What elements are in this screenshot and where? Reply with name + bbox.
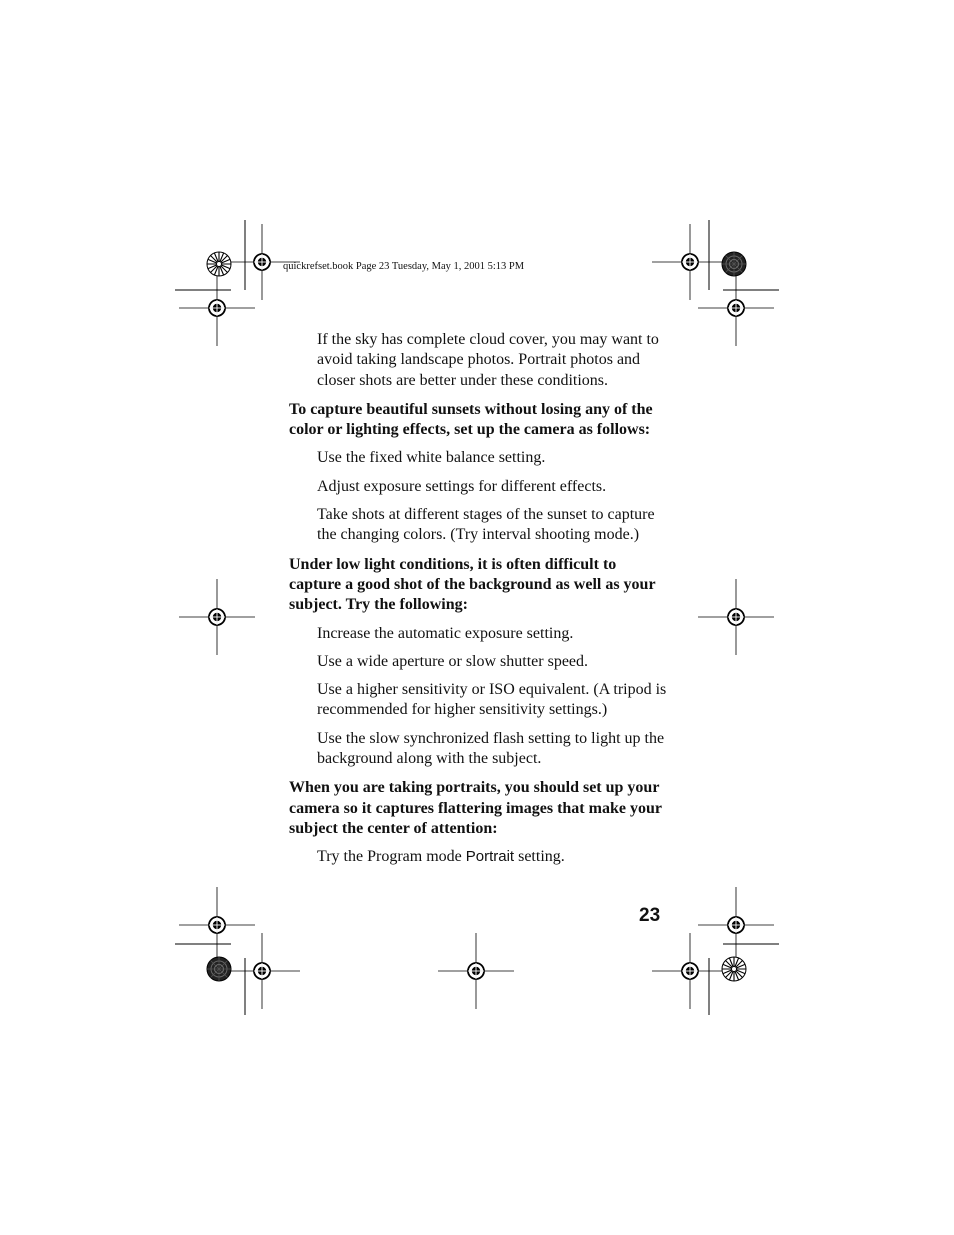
tip-item: Adjust exposure settings for different effects. [317, 477, 607, 495]
tip-item: Use the slow synchronized flash setting to light up the background along with the subject. [317, 729, 665, 768]
tip-item: Use a higher sensitivity or ISO equivalent. (A tripod is recommended for higher sensitivity settings.) [317, 681, 667, 719]
tip-text-before: Try the Program mode [317, 848, 466, 866]
tip-item: Take shots at different stages of the sunset to capture the changing colors. (Try interval shooting mode.) [317, 506, 655, 544]
tip-item: Use the fixed white balance setting. [317, 449, 546, 467]
paragraph: If the sky has complete cloud cover, you may want to avoid taking landscape photos. Portrait photos and closer shots are better under these conditions. [317, 331, 659, 389]
section-heading: When you are taking portraits, you should set up your camera so it captures flattering images that make your subject the center of attention: [289, 779, 662, 837]
tip-item: Increase the automatic exposure setting. [317, 624, 574, 642]
section-heading: To capture beautiful sunsets without losing any of the color or lighting effects, set up the camera as follows: [289, 400, 653, 439]
book-header: quickrefset.book Page 23 Tuesday, May 1, 2001 5:13 PM [283, 261, 525, 272]
tip-item [317, 847, 669, 867]
page-content [289, 330, 669, 868]
page-number: 23 [639, 905, 661, 926]
section-heading: Under low light conditions, it is often difficult to capture a good shot of the background as well as your subject. Try the following: [289, 555, 656, 614]
tip-text-after: setting. [514, 848, 565, 866]
portrait-mode-name: Portrait [465, 848, 515, 866]
tip-item: Use a wide aperture or slow shutter speed. [317, 652, 589, 670]
